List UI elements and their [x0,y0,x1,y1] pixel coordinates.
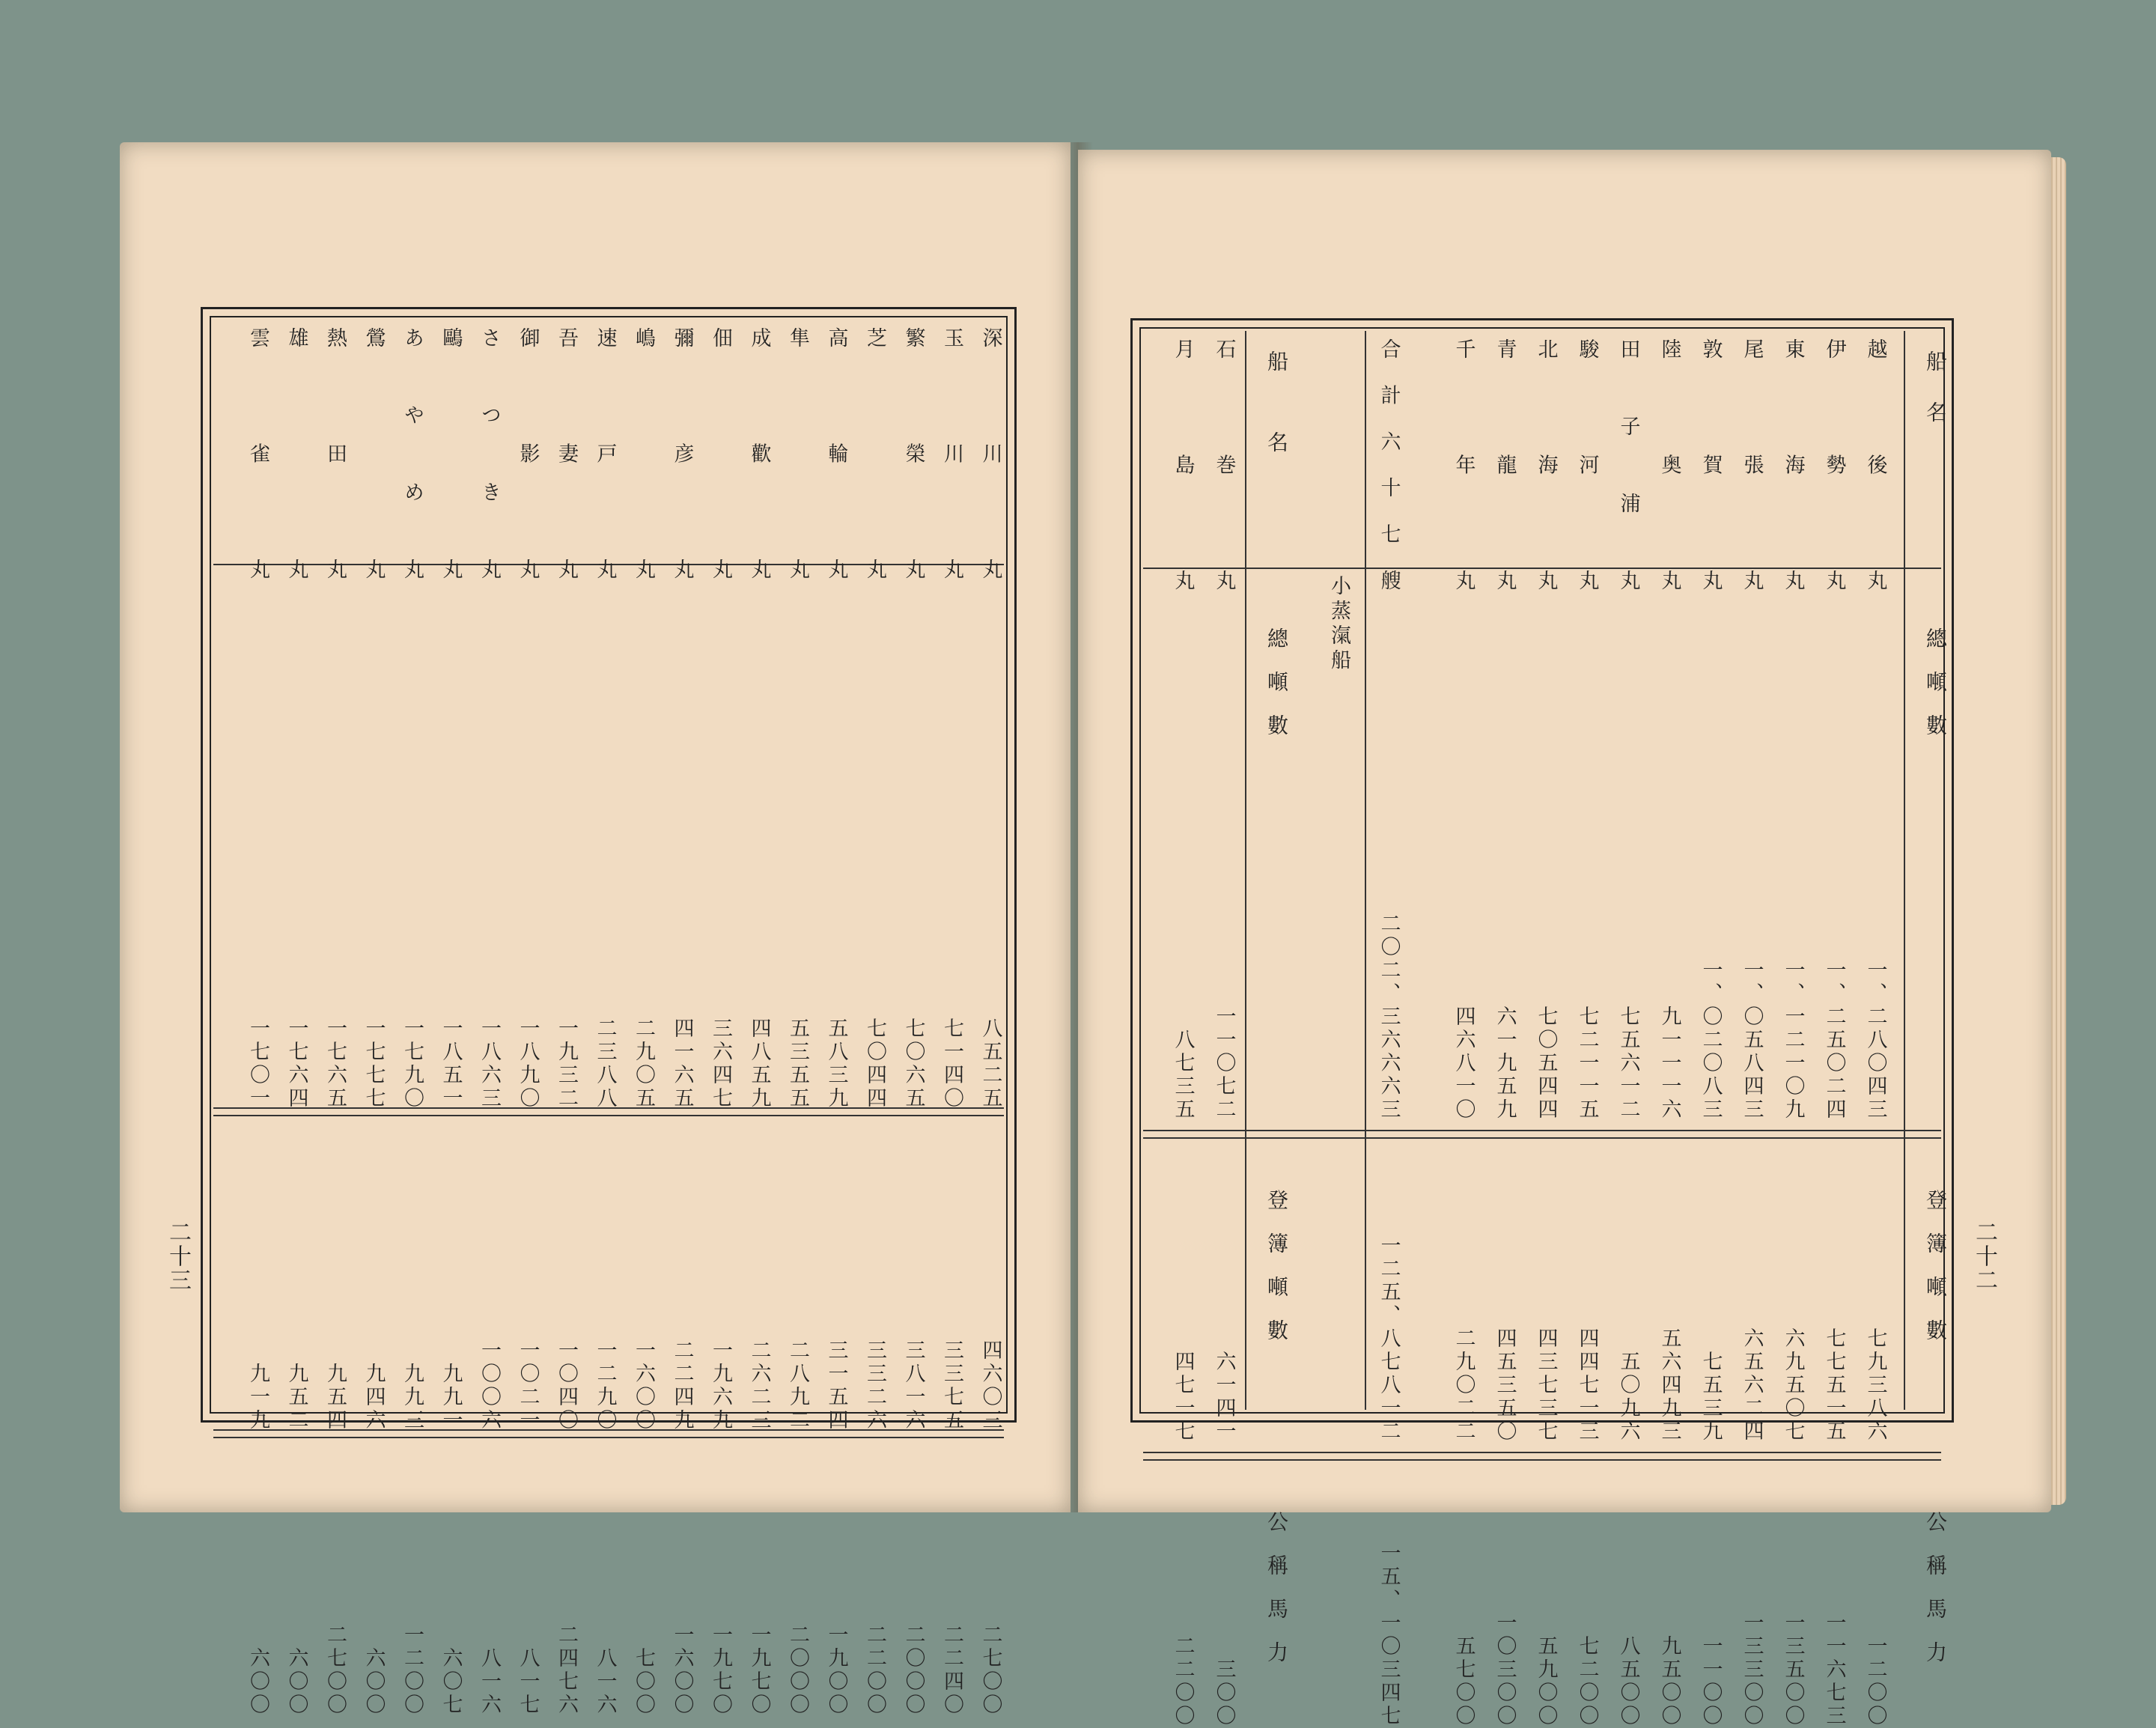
ship-name: 御影丸 [516,327,540,582]
left_page.rows-row [317,309,353,1717]
left_page.rows-row [356,309,392,1717]
register-tonnage: 二六二三 [747,1339,771,1432]
gross-tonnage: 七二一一五 [1575,1006,1599,1122]
ship-name: 尾張丸 [1740,338,1764,593]
gross-tonnage: 一七〇一 [246,1017,270,1110]
register-tonnage: 九一九 [246,1363,270,1432]
left_page.rows-row [703,309,739,1717]
ship-name: 越後丸 [1863,338,1887,593]
horsepower: 二七〇〇 [978,1624,1002,1717]
gross-tonnage: 七一四〇 [940,1017,963,1110]
small-header-register: 登簿噸數 [1264,1189,1289,1363]
ship-name: 陸奥丸 [1657,338,1681,593]
horsepower: 一一六七三 [1822,1612,1846,1728]
horsepower: 六〇〇 [246,1647,270,1717]
register-tonnage: 四六〇三 [978,1339,1002,1432]
register-tonnage: 六九五〇七 [1781,1327,1805,1443]
register-tonnage: 一二九〇 [593,1339,617,1432]
register-tonnage: 七五三九 [1699,1351,1723,1443]
register-tonnage: 二九〇二二 [1452,1327,1476,1443]
right_page.rows-row [1651,320,1687,1728]
horsepower: 七二〇〇 [1575,1635,1599,1728]
register-tonnage: 九四六 [362,1363,386,1432]
left_page.rows-row [934,309,970,1717]
horsepower: 二二四〇 [940,1624,963,1717]
gross-tonnage: 八五二五 [978,1017,1002,1110]
register-tonnage: 三一五四 [824,1339,848,1432]
ship-name: 成歡丸 [747,327,771,582]
horsepower: 一〇三〇〇 [1493,1612,1517,1728]
right_page.rows-row [1446,320,1482,1728]
ship-name: 速戸丸 [593,327,617,582]
gross-tonnage: 二〇二、三六六六三 [1377,913,1401,1122]
left_page.rows-row [549,309,585,1717]
gross-tonnage: 二三八八 [593,1017,617,1110]
left_page.rows-row [587,309,623,1717]
left_page.rows-row [741,309,777,1717]
gross-tonnage: 四一六五 [670,1017,694,1110]
ship-name: 石巻丸 [1212,338,1236,593]
right-ship-table [1130,318,1954,1728]
section-small-steamship: 小蒸滊船 [1327,575,1350,674]
ship-name: 佃丸 [709,327,732,582]
ship-name: 東海丸 [1781,338,1805,593]
gross-tonnage: 一、一二一〇九 [1781,959,1805,1122]
ship-name: 千年丸 [1452,338,1476,593]
ship-name: 鶯丸 [362,327,386,582]
register-tonnage: 六一四一 [1212,1351,1236,1443]
gross-tonnage: 一、〇五八四三 [1740,959,1764,1122]
gross-tonnage: 二九〇五 [632,1017,655,1110]
register-divider-2 [213,1437,1004,1438]
left_page.rows-row [395,309,430,1717]
gross-tonnage: 一、二八〇四三 [1863,959,1887,1122]
register-tonnage: 四四七一三 [1575,1327,1599,1443]
ship-name: 芝丸 [863,327,886,582]
header-hp: 公稱馬力 [1923,1511,1948,1685]
page-number-left: 二十三 [165,1220,191,1292]
header-gross: 總噸數 [1923,627,1948,758]
ship-name: 隼丸 [786,327,809,582]
horsepower: 一六〇〇 [670,1624,694,1717]
right_page.rows-row [1816,320,1852,1728]
left_page.rows-row [472,309,508,1717]
register-tonnage: 一〇二一 [516,1339,540,1432]
register-tonnage: 一六〇〇 [632,1339,655,1432]
register-tonnage: 五六四九三 [1657,1327,1681,1443]
register-tonnage: 二八九二 [786,1339,809,1432]
right_page.rows-row [1693,320,1729,1728]
horsepower: 九五〇〇 [1657,1635,1681,1728]
left_page.rows-row [780,309,816,1717]
register-tonnage: 七七五一五 [1822,1327,1846,1443]
ship-name: 吾妻丸 [555,327,578,582]
ship-name: さつき丸 [478,327,501,582]
gross-tonnage: 一、二五〇二四 [1822,959,1846,1122]
horsepower: 一三三〇〇 [1740,1612,1764,1728]
ship-name: 青龍丸 [1493,338,1517,593]
left_page.rows-row [818,309,854,1717]
ship-name: 高輪丸 [824,327,848,582]
horsepower: 二二〇〇 [1171,1635,1195,1728]
register-tonnage: 七九三八六 [1863,1327,1887,1443]
page-number-right: 二十二 [1971,1220,1997,1292]
gross-tonnage: 一一〇七二 [1212,1006,1236,1122]
ship-name: 繁榮丸 [901,327,925,582]
gross-tonnage: 三六四七 [709,1017,732,1110]
gross-tonnage: 四八五九 [747,1017,771,1110]
right_page.small_rows-row [1165,320,1201,1728]
horsepower: 一九七〇 [747,1624,771,1717]
header-register: 登簿噸數 [1923,1189,1948,1363]
gross-tonnage: 六一九五九 [1493,1006,1517,1122]
ship-name: 北海丸 [1534,338,1558,593]
small-header-hp: 公稱馬力 [1264,1511,1289,1685]
gross-tonnage: 一九三二 [555,1017,578,1110]
left_page.rows-row [278,309,314,1717]
gross-tonnage: 四六八一〇 [1452,1006,1476,1122]
small-header-ship-name: 船名 [1264,350,1289,512]
ship-name: あやめ丸 [401,327,424,582]
left_page.rows-row [972,309,1008,1717]
ship-name: 月島丸 [1171,338,1195,593]
header-col-divider-right [1904,331,1905,1410]
horsepower: 二四七六 [555,1624,578,1717]
register-tonnage: 九五四 [323,1363,347,1432]
left_page.rows-row [510,309,546,1717]
ship-name: 雄丸 [284,327,308,582]
gross-tonnage: 七〇四四 [863,1017,886,1110]
left_page.rows-row [857,309,893,1717]
gross-tonnage: 一七六四 [284,1017,308,1110]
register-tonnage: 一〇〇六 [478,1339,501,1432]
horsepower: 五九〇〇 [1534,1635,1558,1728]
ship-name: 敦賀丸 [1699,338,1723,593]
register-tonnage: 一二五、八七八一二 [1377,1235,1401,1443]
ship-name: 熱田丸 [323,327,347,582]
ship-name: 駿河丸 [1575,338,1599,593]
left_page.rows-row [664,309,700,1717]
ship-name: 合計六十七艘 [1377,338,1401,593]
horsepower: 二二〇〇 [863,1624,886,1717]
register-tonnage: 四三七三七 [1534,1327,1558,1443]
horsepower: 一五、一〇三四七 [1377,1542,1401,1728]
gross-tonnage: 一七六五 [323,1017,347,1110]
header-ship-name: 船名 [1923,350,1948,452]
horsepower: 八一六 [593,1647,617,1717]
horsepower: 一三五〇〇 [1781,1612,1805,1728]
left_page.rows-row [240,309,276,1717]
gross-tonnage: 一八六三 [478,1017,501,1110]
register-tonnage: 三三二六 [863,1339,886,1432]
register-tonnage: 三八一六 [901,1339,925,1432]
register-tonnage: 九九一 [439,1363,463,1432]
small-header-gross: 總噸數 [1264,627,1289,758]
register-tonnage: 三三七五 [940,1339,963,1432]
horsepower: 六〇七 [439,1647,463,1717]
register-divider-2 [1143,1459,1941,1461]
gross-tonnage: 七〇六五 [901,1017,925,1110]
horsepower: 六〇〇 [362,1647,386,1717]
right_page.rows-row [1569,320,1605,1728]
horsepower: 八一七 [516,1647,540,1717]
horsepower: 二〇〇〇 [901,1624,925,1717]
ship-name: 彌彦丸 [670,327,694,582]
ship-name: 深川丸 [978,327,1002,582]
right_page.rows-row [1487,320,1523,1728]
gross-tonnage: 一八九〇 [516,1017,540,1110]
register-divider [1143,1452,1941,1453]
right_page.rows-row [1857,320,1893,1728]
right_page.rows-row [1528,320,1564,1728]
left_page.rows-row [895,309,931,1717]
right_page.total-row [1371,320,1407,1728]
horsepower: 一九七〇 [709,1624,732,1717]
horsepower: 七〇〇 [632,1647,655,1717]
horsepower: 一一〇〇 [1699,1635,1723,1728]
header-col-divider [1245,331,1246,1410]
horsepower: 一九〇〇 [824,1624,848,1717]
horsepower: 八五〇〇 [1616,1635,1640,1728]
total-divider [1365,331,1366,1410]
register-tonnage: 四五三五〇 [1493,1327,1517,1443]
ship-name: 嶋丸 [632,327,655,582]
horsepower: 五七〇〇 [1452,1635,1476,1728]
ship-name: 伊勢丸 [1822,338,1846,593]
left_page.rows-row [433,309,469,1717]
horsepower: 一二〇〇 [1863,1635,1887,1728]
ship-name: 田子浦丸 [1616,338,1640,593]
right_page.small_rows-row [1206,320,1242,1728]
horsepower: 二七〇〇 [323,1624,347,1717]
horsepower: 三〇〇 [1212,1658,1236,1728]
ship-name: 雲雀丸 [246,327,270,582]
gross-tonnage: 八七三五 [1171,1029,1195,1122]
right_page.rows-row [1610,320,1646,1728]
register-tonnage: 五〇九六 [1616,1351,1640,1443]
gross-tonnage: 七五六一二 [1616,1006,1640,1122]
left_page.rows-row [626,309,662,1717]
ship-name: 玉川丸 [940,327,963,582]
gross-tonnage: 九一一一六 [1657,1006,1681,1122]
gross-tonnage: 一八五一 [439,1017,463,1110]
register-tonnage: 四七一七 [1171,1351,1195,1443]
gross-tonnage: 一七七七 [362,1017,386,1110]
right_page.rows-row [1734,320,1770,1728]
gross-tonnage: 五八三九 [824,1017,848,1110]
gross-tonnage: 一、〇二〇八三 [1699,959,1723,1122]
horsepower: 六〇〇 [284,1647,308,1717]
horsepower: 八一六 [478,1647,501,1717]
register-tonnage: 九五二 [284,1363,308,1432]
register-tonnage: 一〇四〇 [555,1339,578,1432]
ship-name: 鷗丸 [439,327,463,582]
register-tonnage: 六五六二四 [1740,1327,1764,1443]
left-ship-table [201,307,1017,1717]
register-tonnage: 一九六九 [709,1339,732,1432]
gross-tonnage: 五三五五 [786,1017,809,1110]
gross-tonnage: 七〇五四四 [1534,1006,1558,1122]
horsepower: 二〇〇〇 [786,1624,809,1717]
register-tonnage: 二二四九 [670,1339,694,1432]
right_page.rows-row [1775,320,1811,1728]
gross-tonnage: 一七九〇 [401,1017,424,1110]
register-tonnage: 九九三 [401,1363,424,1432]
horsepower: 一二〇〇 [401,1624,424,1717]
